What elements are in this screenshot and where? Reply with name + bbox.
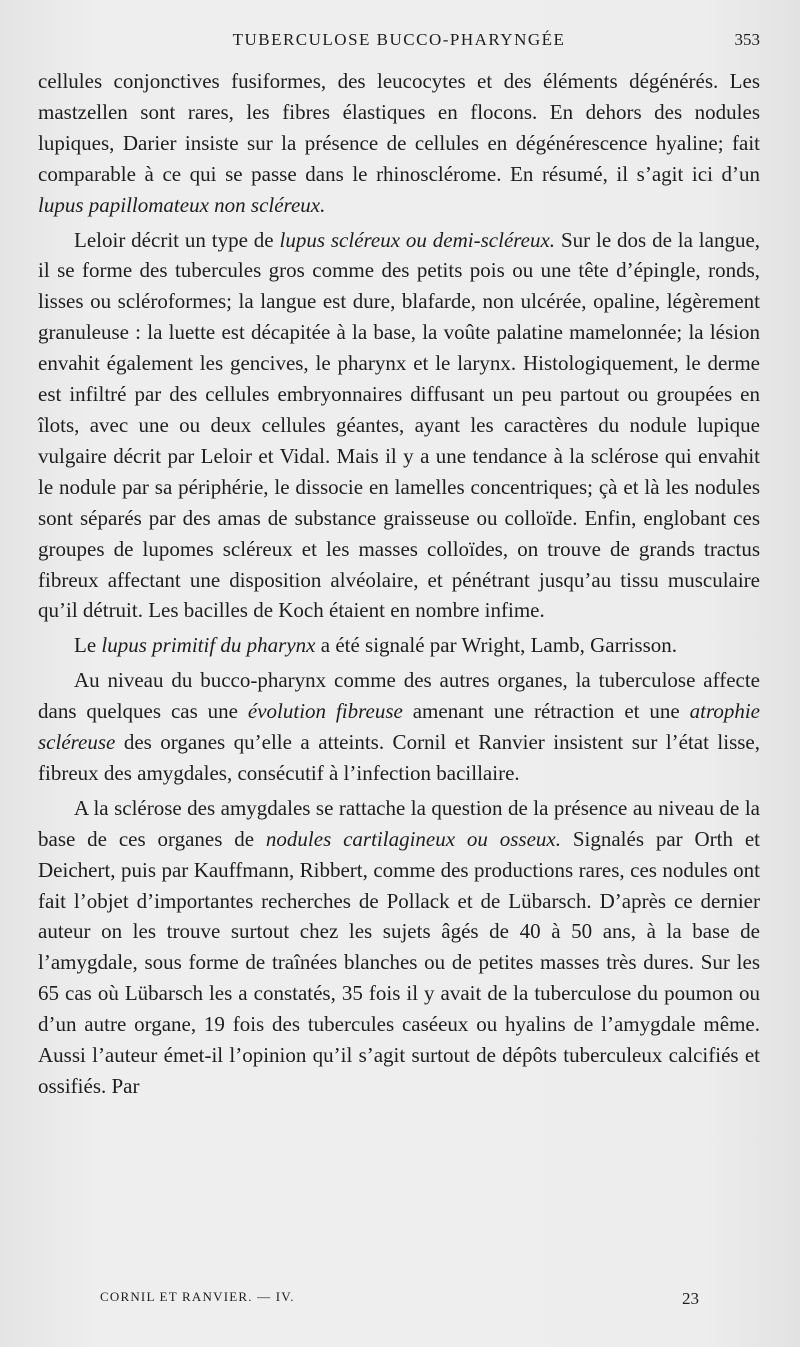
- paragraph: [38, 66, 760, 221]
- text-run: Signalés par Orth et Deichert, puis par Kauffmann, Ribbert, comme des productions rares, ces nodules ont fait l’objet d’importantes recherches de Pollack et de Lübarsch. D’après ce dernier auteur on les trouve surtout chez les sujets âgés de 40 à 50 ans, à la base de l’amygdale, sous forme de traînées blanches ou de petites masses très dures. Sur les 65 cas où Lübarsch les a constatés, 35 fois il y avait de la tuberculose du poumon ou d’un autre organe, 19 fois des tubercules caséeux ou hyalins de l’amygdale même. Aussi l’auteur émet-il l’opinion qu’il s’agit surtout de dépôts tuberculeux calcifiés et ossifiés. Par: [38, 826, 760, 1098]
- page-number: 353: [734, 30, 760, 49]
- running-title: TUBERCULOSE BUCCO-PHARYNGÉE: [232, 30, 566, 49]
- italic-text: lupus primitif du pharynx: [101, 633, 316, 658]
- page-footer: [100, 1289, 760, 1313]
- italic-text: évolution fibreuse: [247, 699, 403, 724]
- sheet-number: 23: [682, 1289, 699, 1308]
- footer-signature: CORNIL ET RANVIER. — IV.: [100, 1289, 295, 1304]
- page-header: [38, 30, 760, 60]
- text-run: cellules conjonctives fusiformes, des leucocytes et des éléments dégénérés. Les mastzellen sont rares, les fibres élastiques en flocons. En dehors des nodules lupiques, Darier insiste sur la présence de cellules en dégénérescence hyaline; fait comparable à ce qui se passe dans le rhinosclérome. En résumé, il s’agit ici d’un: [38, 69, 760, 186]
- paragraph: [38, 630, 760, 661]
- text-run: amenant une rétraction et une: [402, 699, 690, 724]
- text-run: Sur le dos de la langue, il se forme des tubercules gros comme des petits pois ou une tête d’épingle, ronds, lisses ou scléroformes; la langue est dure, blafarde, non ulcérée, opaline, légèrement granuleuse : la luette est décapitée à la base, la voûte palatine mamelonnée; la lésion envahit également les gencives, le pharynx et le larynx. Histologiquement, le derme est infiltré par des cellules embryonnaires diffusant un peu partout ou groupées en îlots, avec une ou deux cellules géantes, ayant les caractères du nodule lupique vulgaire décrit par Leloir et Vidal. Mais il y a une tendance à la sclérose qui envahit le nodule par sa périphérie, le dissocie en lamelles concentriques; çà et là les nodules sont séparés par des amas de substance graisseuse ou colloïde. Enfin, englobant ces groupes de lupomes scléreux et les masses colloïdes, on trouve de grands tractus fibreux affectant une disposition alvéolaire, et pénétrant jusqu’au tissu musculaire qu’il détruit. Les bacilles de Koch étaient en nombre infime.: [38, 227, 761, 623]
- italic-text: nodules cartilagineux ou osseux.: [265, 826, 561, 851]
- text-run: Au niveau du bucco-pharynx comme des autres organes, la tuberculose affecte dans quelques cas une: [38, 668, 760, 724]
- text-run: des organes qu’elle a atteints. Cornil et Ranvier insistent sur l’état lisse, fibreux des amygdales, consécutif à l’infection bacillaire.: [38, 730, 760, 785]
- text-run: a été signalé par Wright, Lamb, Garrisson.: [315, 633, 677, 658]
- body-text: [38, 66, 760, 1102]
- text-run: Le: [74, 633, 102, 658]
- text-run: Leloir décrit un type de: [74, 227, 280, 252]
- paragraph: [38, 665, 760, 789]
- paragraph: [38, 793, 760, 1102]
- text-run: A la sclérose des amygdales se rattache la question de la présence au niveau de la base de ces organes de: [38, 795, 760, 851]
- italic-text: lupus papillomateux non scléreux.: [38, 192, 326, 217]
- italic-text: lupus scléreux ou demi-scléreux.: [279, 227, 556, 252]
- italic-text: atrophie scléreuse: [38, 699, 760, 755]
- paragraph: [38, 225, 760, 627]
